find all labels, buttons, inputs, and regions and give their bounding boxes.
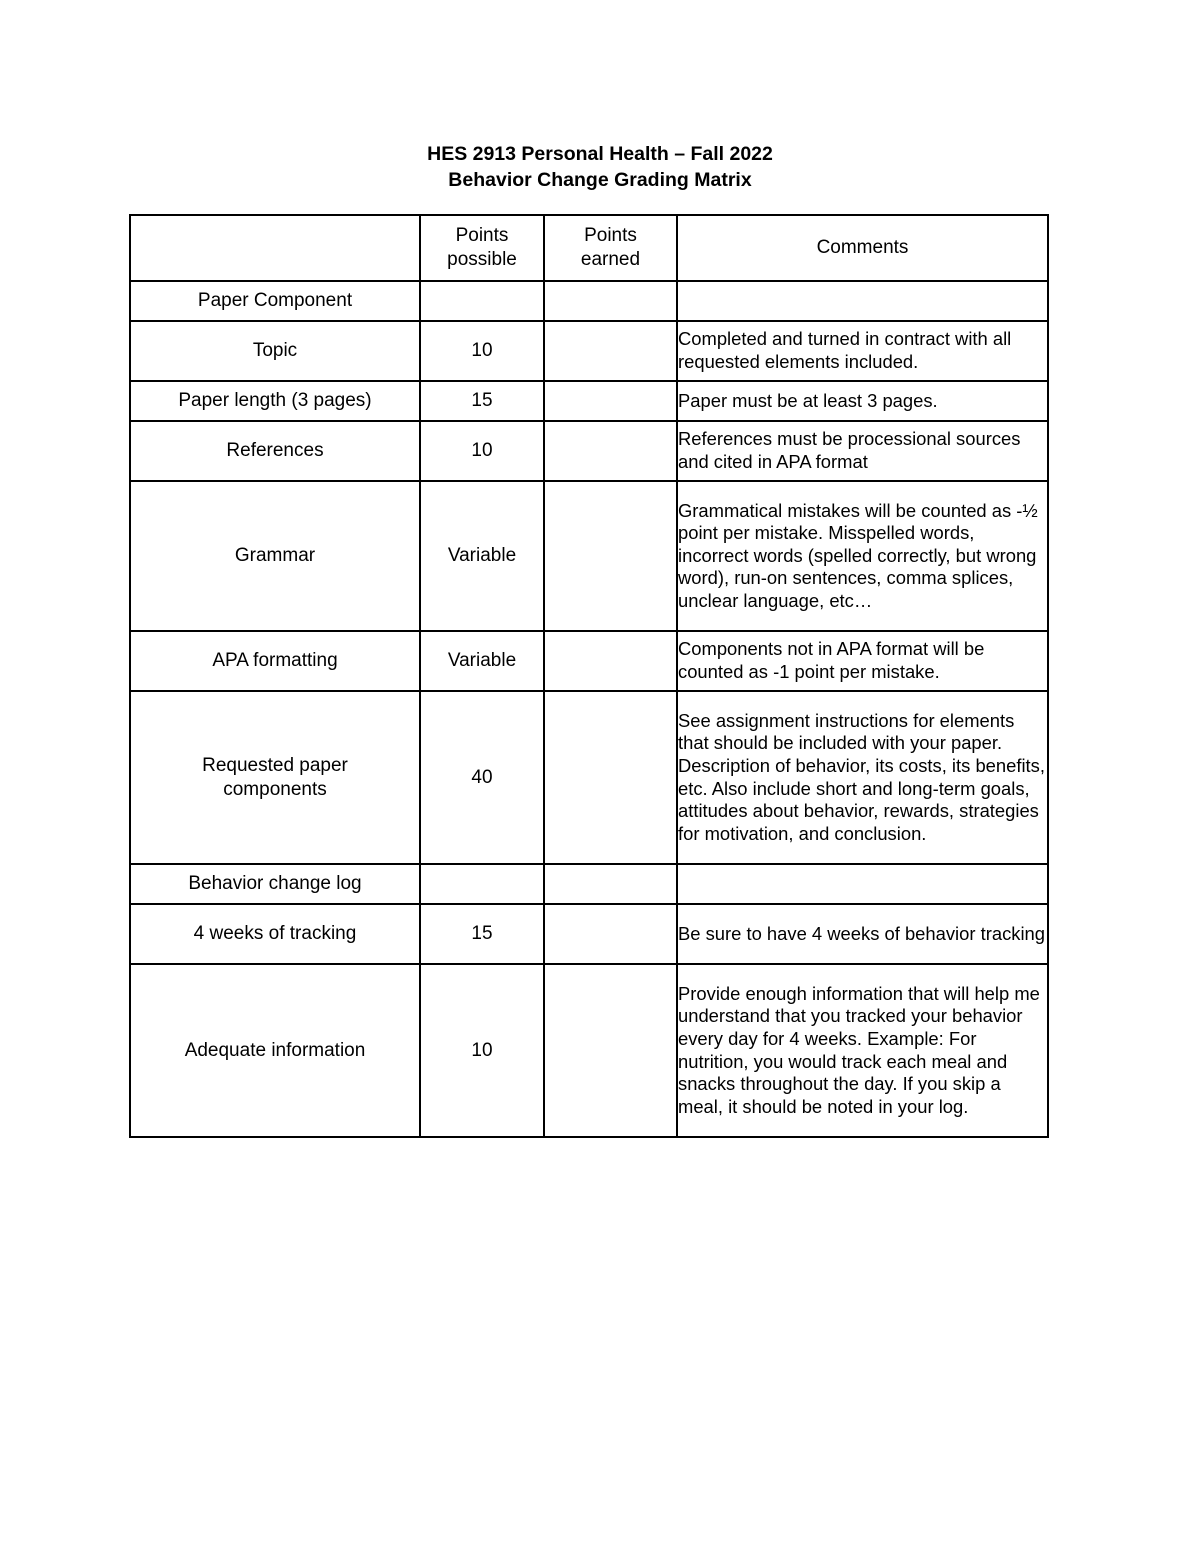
points-earned-grammar xyxy=(544,481,677,631)
comment-tracking: Be sure to have 4 weeks of behavior tracking xyxy=(677,904,1048,964)
table-row xyxy=(130,421,1048,481)
table-row xyxy=(130,631,1048,691)
comment-paper-length: Paper must be at least 3 pages. xyxy=(677,381,1048,421)
criteria-header-cell xyxy=(130,215,420,281)
criterion-apa-formatting: APA formatting xyxy=(130,631,420,691)
points-earned-header-line2: earned xyxy=(580,249,641,270)
criterion-topic: Topic xyxy=(130,321,420,381)
section-cell xyxy=(544,281,677,321)
comment-apa-formatting: Components not in APA format will be counted as -1 point per mistake. xyxy=(677,631,1048,691)
points-earned-header-line1: Points xyxy=(584,225,637,246)
points-possible-header xyxy=(420,215,544,281)
section-row-log xyxy=(130,864,1048,904)
points-earned-paper-length xyxy=(544,381,677,421)
table-row xyxy=(130,381,1048,421)
table-row xyxy=(130,964,1048,1137)
matrix-title: Behavior Change Grading Matrix xyxy=(448,169,752,191)
section-cell xyxy=(677,281,1048,321)
grading-matrix-table xyxy=(129,214,1049,1138)
comment-requested-components: See assignment instructions for elements that should be included with your paper. Description of behavior, its costs, its benefits, etc. Also include short and long-term goals, attitudes about behavior, rewards, strategies for motivation, and conclusion. xyxy=(677,691,1048,864)
section-label-log: Behavior change log xyxy=(130,864,420,904)
table-header-row xyxy=(130,215,1048,281)
criterion-references: References xyxy=(130,421,420,481)
comments-header: Comments xyxy=(677,215,1048,281)
criterion-requested-components: Requested paper components xyxy=(130,691,420,864)
points-earned-header xyxy=(544,215,677,281)
comment-references: References must be processional sources and cited in APA format xyxy=(677,421,1048,481)
points-earned-references xyxy=(544,421,677,481)
points-possible-paper-length: 15 xyxy=(420,381,544,421)
course-title: HES 2913 Personal Health – Fall 2022 xyxy=(427,143,773,165)
comment-grammar: Grammatical mistakes will be counted as -½ point per mistake. Misspelled words, incorrect words (spelled correctly, but wrong word), run-on sentences, comma splices, unclear language, etc… xyxy=(677,481,1048,631)
document-title xyxy=(0,141,1200,193)
points-possible-requested-components: 40 xyxy=(420,691,544,864)
points-earned-requested-components xyxy=(544,691,677,864)
points-possible-tracking: 15 xyxy=(420,904,544,964)
section-cell xyxy=(420,864,544,904)
points-possible-adequate-information: 10 xyxy=(420,964,544,1137)
criterion-tracking: 4 weeks of tracking xyxy=(130,904,420,964)
points-possible-apa-formatting: Variable xyxy=(420,631,544,691)
points-earned-tracking xyxy=(544,904,677,964)
points-possible-grammar: Variable xyxy=(420,481,544,631)
section-row-paper xyxy=(130,281,1048,321)
criterion-grammar: Grammar xyxy=(130,481,420,631)
table-row xyxy=(130,481,1048,631)
table-row xyxy=(130,691,1048,864)
points-possible-references: 10 xyxy=(420,421,544,481)
table-row xyxy=(130,904,1048,964)
section-cell xyxy=(544,864,677,904)
points-earned-topic xyxy=(544,321,677,381)
section-cell xyxy=(420,281,544,321)
table-row xyxy=(130,321,1048,381)
comment-topic: Completed and turned in contract with all requested elements included. xyxy=(677,321,1048,381)
criterion-paper-length: Paper length (3 pages) xyxy=(130,381,420,421)
points-possible-header-line2: possible xyxy=(447,249,517,270)
criterion-adequate-information: Adequate information xyxy=(130,964,420,1137)
section-cell xyxy=(677,864,1048,904)
points-possible-topic: 10 xyxy=(420,321,544,381)
section-label-paper: Paper Component xyxy=(130,281,420,321)
points-possible-header-line1: Points xyxy=(455,225,509,246)
points-earned-adequate-information xyxy=(544,964,677,1137)
comment-adequate-information: Provide enough information that will help me understand that you tracked your behavior every day for 4 weeks. Example: For nutrition, you would track each meal and snacks throughout the day. If you skip a meal, it should be noted in your log. xyxy=(677,964,1048,1137)
points-earned-apa-formatting xyxy=(544,631,677,691)
